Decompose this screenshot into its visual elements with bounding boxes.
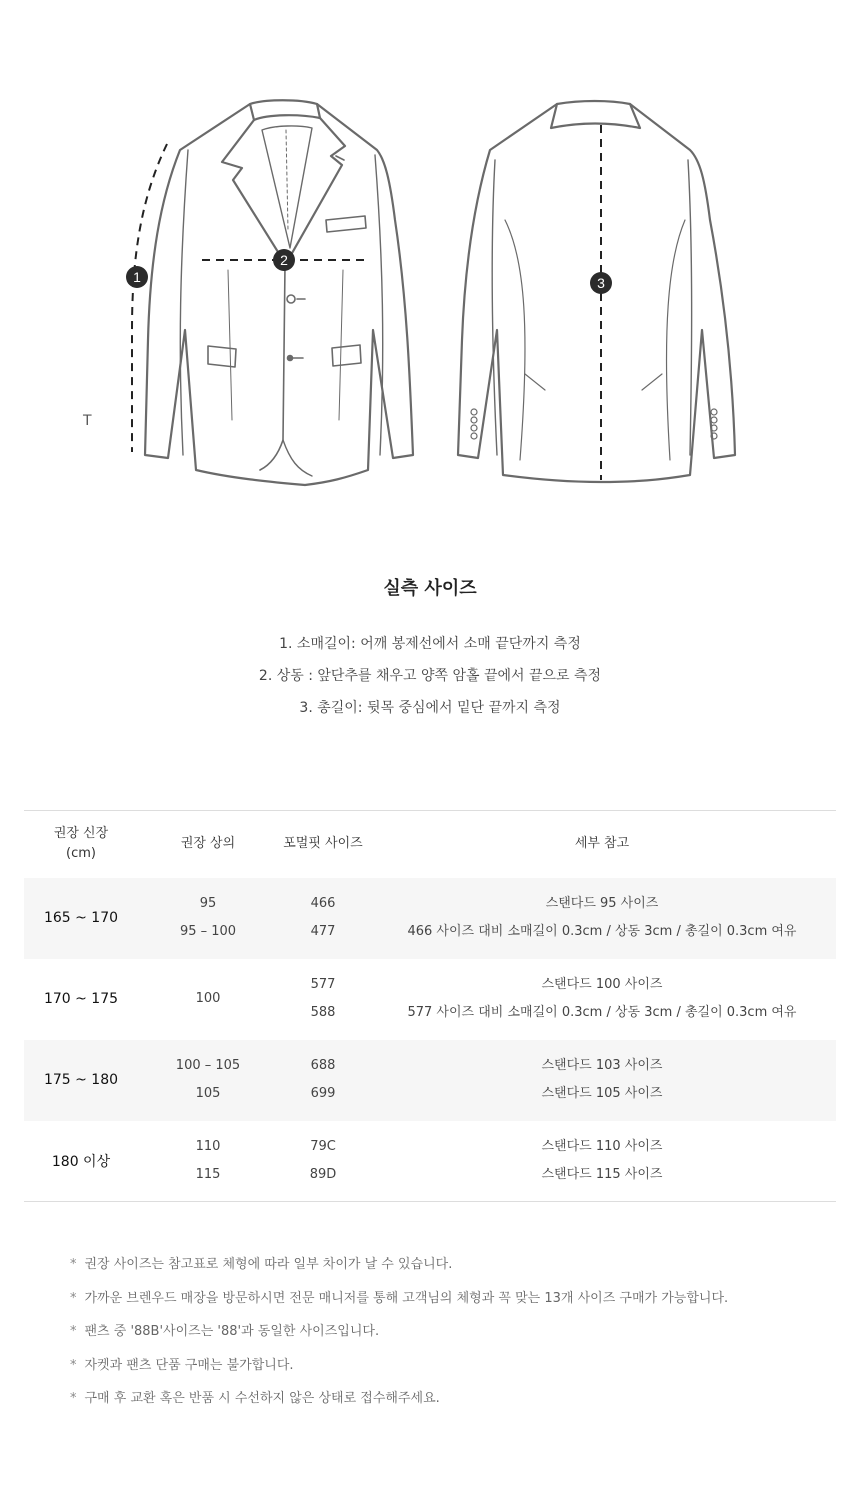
detail-cell: 스탠다드 103 사이즈 스탠다드 105 사이즈 [541,1058,663,1101]
measurement-item: 1. 소매길이: 어깨 봉제선에서 소매 끝단까지 측정 [279,636,581,652]
height-cell: 175 ~ 180 [43,1072,119,1088]
fit-cell: 577 588 [310,977,336,1020]
note-item: * 구매 후 교환 혹은 반품 시 수선하지 않은 상태로 접수해주세요. [70,1391,440,1406]
measurement-guide [0,630,860,726]
asterisk-icon: * [70,1324,77,1339]
top-cell: 100 [195,991,221,1006]
jacket-illustration [0,0,860,520]
jacket-front-view [145,100,413,485]
svg-text:3: 3 [597,275,605,291]
top-cell: 110 115 [195,1138,221,1182]
fit-cell: 79C 89D [309,1138,337,1182]
asterisk-icon: * [70,1391,77,1406]
marker-3 [590,272,612,294]
notes-list [70,1252,728,1420]
t-label: T [83,413,92,429]
detail-cell: 스탠다드 110 사이즈 스탠다드 115 사이즈 [541,1138,663,1182]
fit-cell: 466 477 [310,896,336,939]
marker-1 [126,266,148,288]
height-cell: 170 ~ 175 [43,991,119,1007]
table-header-row [24,811,836,878]
header-formal-fit-size: 포멀핏 사이즈 [283,836,363,852]
asterisk-icon: * [70,1357,77,1373]
svg-text:2: 2 [280,252,288,268]
detail-cell: 스탠다드 95 사이즈 466 사이즈 대비 소매길이 0.3cm / 상동 3cm / 총길이 0.3cm 여유 [407,896,797,939]
note-item: * 가까운 브렌우드 매장을 방문하시면 전문 매니저를 통해 고객님의 체형과 꼭 맞는 13개 사이즈 구매가 가능합니다. [70,1290,729,1306]
size-table [24,810,836,1202]
note-item: * 자켓과 팬츠 단품 구매는 불가합니다. [70,1357,294,1373]
header-recommended-top: 권장 상의 [180,836,236,852]
detail-cell: 스탠다드 100 사이즈 577 사이즈 대비 소매길이 0.3cm / 상동 3cm / 총길이 0.3cm 여유 [407,977,797,1020]
asterisk-icon: * [70,1290,77,1306]
measurement-item: 2. 상동 : 앞단추를 채우고 양쪽 암홀 끝에서 끝으로 측정 [258,668,602,684]
height-cell: 180 이상 [51,1153,111,1170]
table-row [24,959,836,1040]
height-cell: 165 ~ 170 [43,910,119,926]
note-item: * 팬츠 중 '88B'사이즈는 '88'과 동일한 사이즈입니다. [70,1324,380,1339]
asterisk-icon: * [70,1257,77,1272]
svg-text:1: 1 [133,269,141,285]
header-detail: 세부 참고 [574,836,630,852]
note-item: * 권장 사이즈는 참고표로 체형에 따라 일부 차이가 날 수 있습니다. [70,1257,453,1272]
measurement-title: 실측 사이즈 [383,578,477,599]
table-row [24,1121,836,1202]
fit-cell: 688 699 [310,1058,336,1101]
measurement-item: 3. 총길이: 뒷목 중심에서 밑단 끝까지 측정 [299,700,561,716]
top-cell: 100 – 105 105 [175,1058,241,1101]
table-row [24,1040,836,1121]
table-row [24,878,836,959]
top-cell: 95 95 – 100 [179,896,237,939]
marker-2 [273,249,295,271]
header-recommended-height: 권장 신장 (cm) [53,826,109,862]
